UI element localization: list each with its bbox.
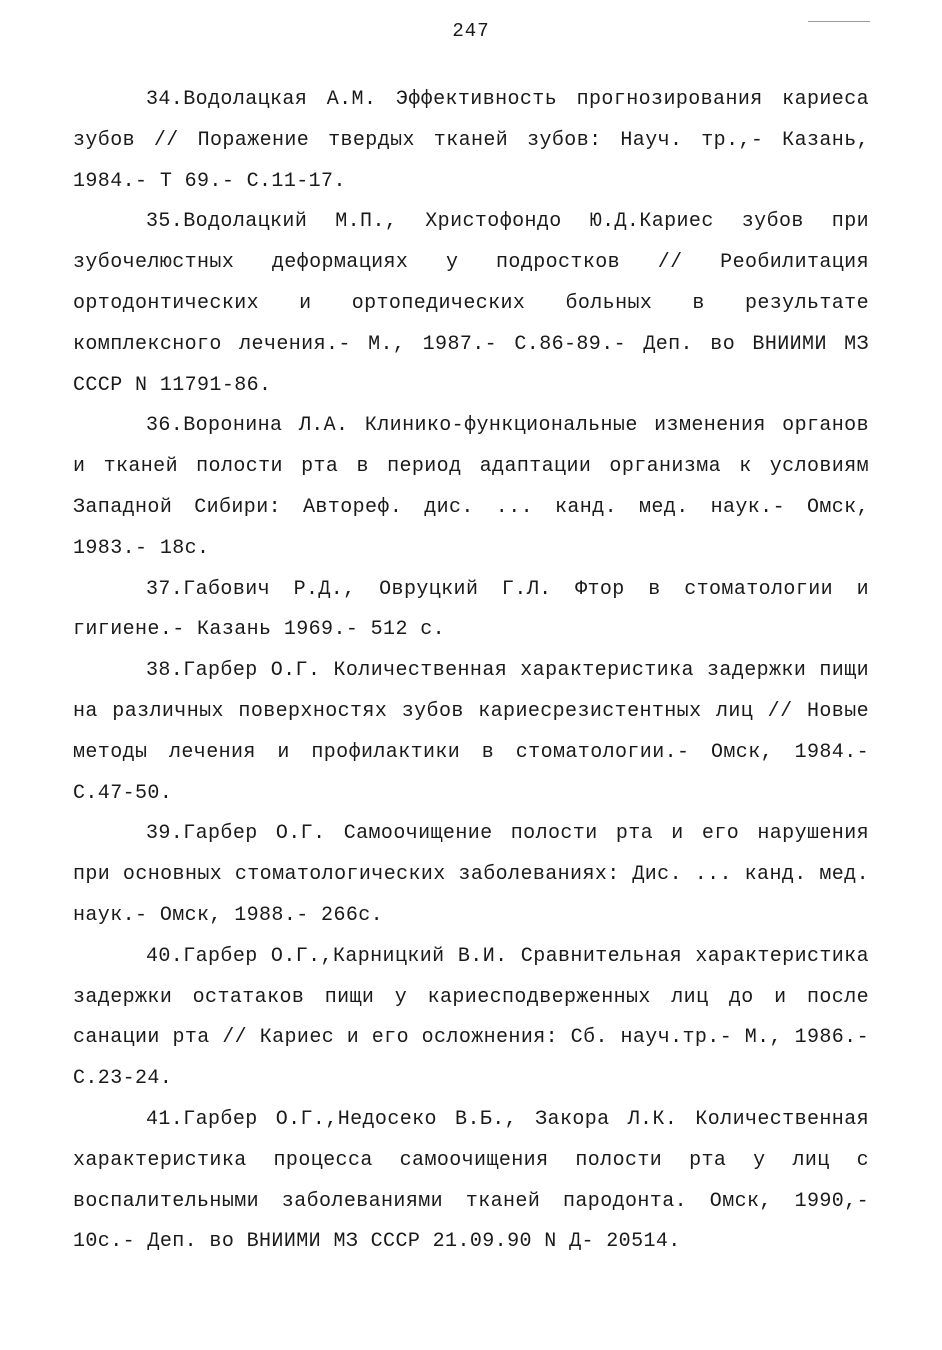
reference-item-34: 34.Водолацкая А.М. Эффективность прогнозирования кариеса зубов // Поражение твердых тканей зубов: Науч. тр.,- Казань, 1984.- Т 69.- С.11-17. [73,88,869,193]
reference-item-35: 35.Водолацкий М.П., Христофондо Ю.Д.Кариес зубов при зубочелюстных деформациях у подростков // Реобилитация ортодонтических и ортопедических больных в результате комплексного лечения.- М., 1987.- С.86-89.- Деп. во ВНИИМИ МЗ СССР N 11791-86. [73,210,869,397]
reference-item-38: 38.Гарбер О.Г. Количественная характеристика задержки пищи на различных поверхностях зубов кариесрезистентных лиц // Новые методы лечения и профилактики в стоматологии.- Омск, 1984.- С.47-50. [73,659,869,805]
reference-item-36: 36.Воронина Л.А. Клинико-функциональные изменения органов и тканей полости рта в период адаптации организма к условиям Западной Сибири: Автореф. дис. ... канд. мед. наук.- Омск, 1983.- 18с. [73,414,869,560]
reference-item-37: 37.Габович Р.Д., Овруцкий Г.Л. Фтор в стоматологии и гигиене.- Казань 1969.- 512 с. [73,577,869,642]
corner-rule [808,21,870,22]
reference-list [73,80,869,1263]
page-number: 247 [452,20,490,42]
reference-item-39: 39.Гарбер О.Г. Самоочищение полости рта и его нарушения при основных стоматологических заболеваниях: Дис. ... канд. мед. наук.- Омск, 1988.- 266с. [73,822,869,927]
reference-item-41: 41.Гарбер О.Г.,Недосеко В.Б., Закора Л.К. Количественная характеристика процесса самоочищения полости рта у лиц с воспалительными заболеваниями тканей пародонта. Омск, 1990,- 10с.- Деп. во ВНИИМИ МЗ СССР 21.09.90 N Д- 20514. [73,1107,869,1254]
reference-item-40: 40.Гарбер О.Г.,Карницкий В.И. Сравнительная характеристика задержки остатаков пищи у кариесподверженных лиц до и после санации рта // Кариес и его осложнения: Сб. науч.тр.- М., 1986.- С.23-24. [73,944,869,1091]
